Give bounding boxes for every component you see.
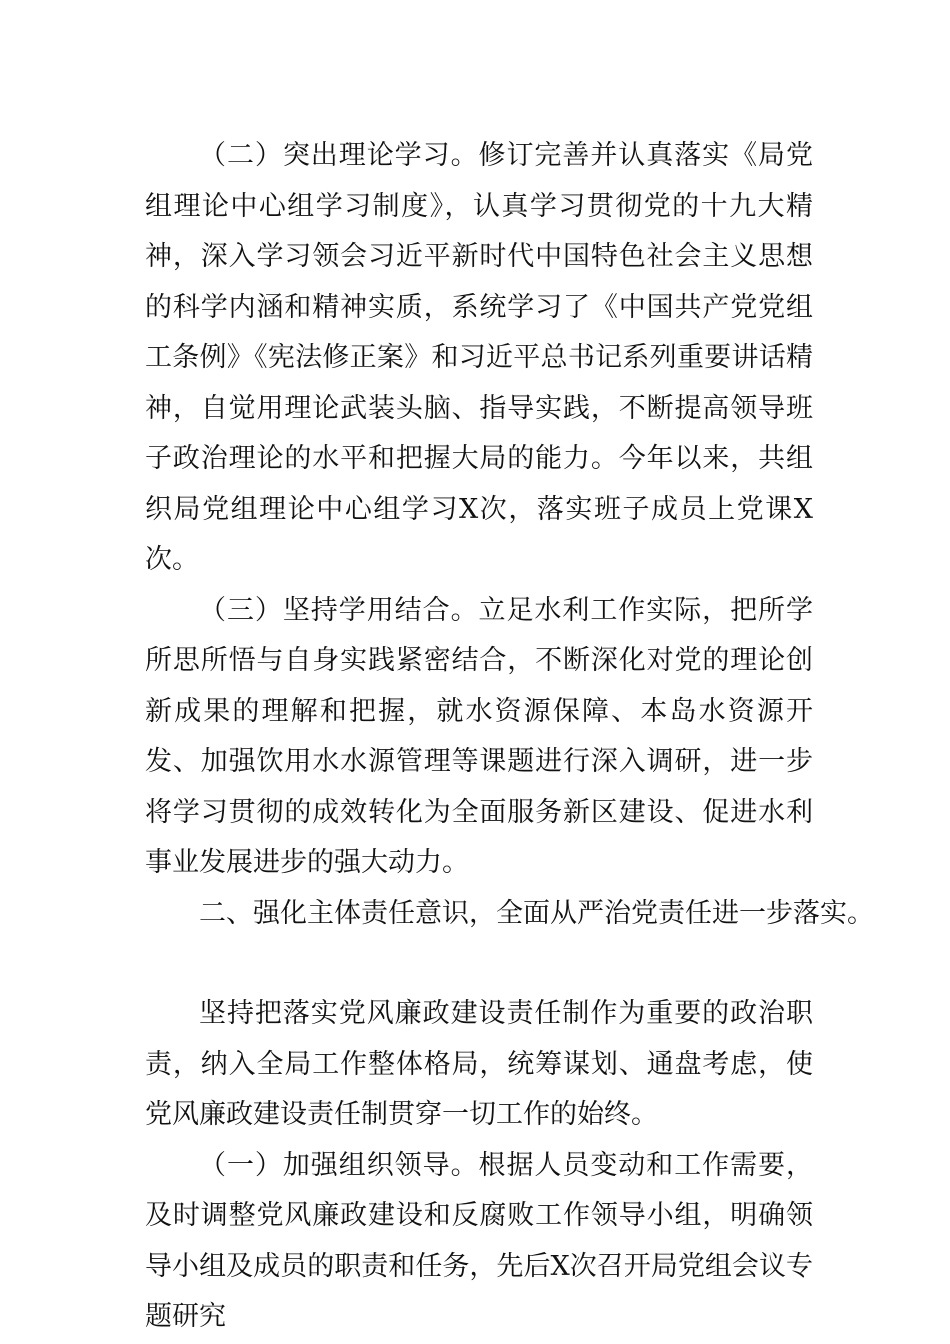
blank-line [145,939,813,989]
paragraph-organization-leadership: （一）加强组织领导。根据人员变动和工作需要，及时调整党风廉政建设和反腐败工作领导小组，明确领导小组及成员的职责和任务，先后X次召开局党组会议专题研究 [145,1149,813,1332]
document-body [145,131,874,1343]
paragraph-study-application: （三）坚持学用结合。立足水利工作实际，把所学所思所悟与自身实践紧密结合，不断深化对党的理论创新成果的理解和把握，就水资源保障、本岛水资源开发、加强饮用水水源管理等课题进行深入调研，进一步将学习贯彻的成效转化为全面服务新区建设、促进水利事业发展进步的强大动力。 [145,594,813,878]
section-heading: 二、强化主体责任意识，全面从严治党责任进一步落实。 [199,897,874,929]
paragraph-responsibility: 坚持把落实党风廉政建设责任制作为重要的政治职责，纳入全局工作整体格局，统筹谋划、通盘考虑，使党风廉政建设责任制贯穿一切工作的始终。 [145,998,813,1130]
paragraph-theory-study: （二）突出理论学习。修订完善并认真落实《局党组理论中心组学习制度》，认真学习贯彻党的十九大精神，深入学习领会习近平新时代中国特色社会主义思想的科学内涵和精神实质，系统学习了《中国共产党党组工条例》《宪法修正案》和习近平总书记系列重要讲话精神，自觉用理论武装头脑、指导实践，不断提高领导班子政治理论的水平和把握大局的能力。今年以来，共组织局党组理论中心组学习X次，落实班子成员上党课X次。 [145,140,813,575]
